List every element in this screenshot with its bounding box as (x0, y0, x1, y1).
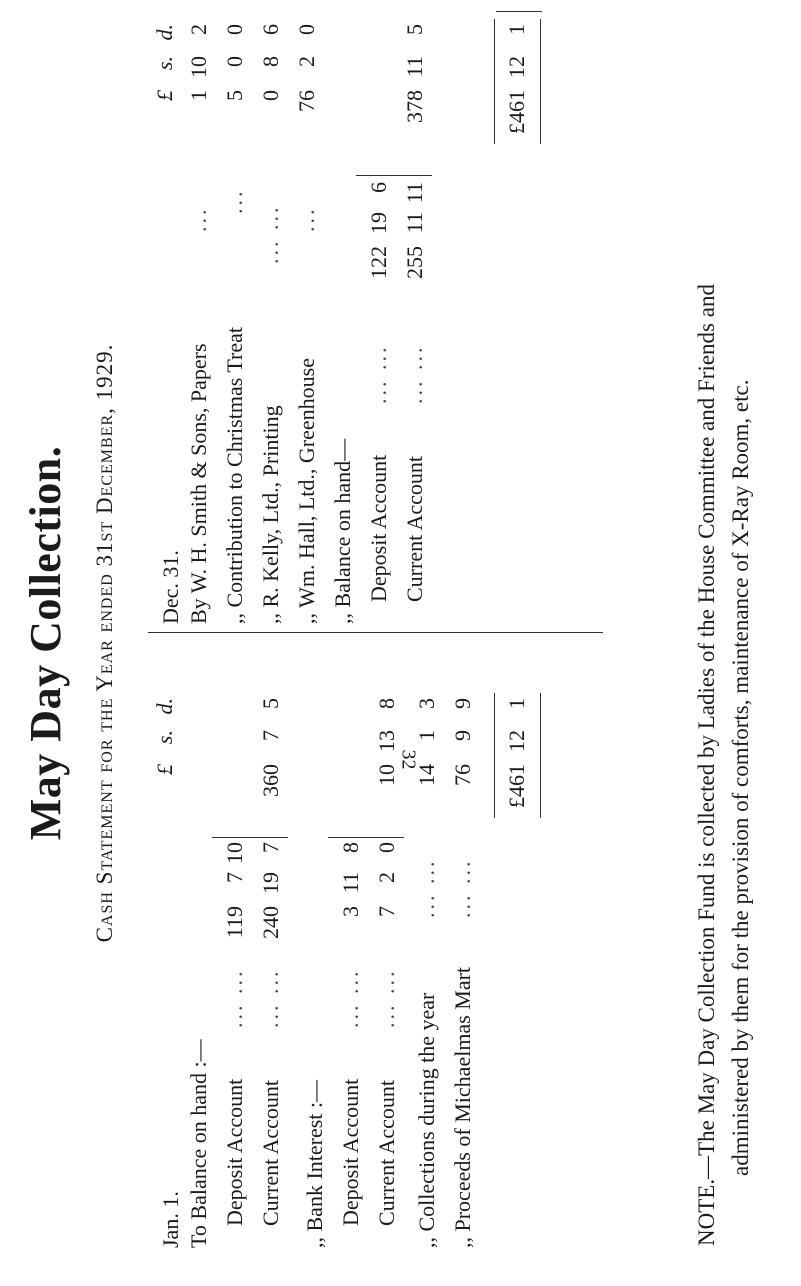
page-subtitle: Cash Statement for the Year ended 31st December, 1929. (92, 343, 117, 943)
total-rule (540, 19, 541, 144)
pounds-header: £ (152, 764, 177, 775)
total-rule (540, 693, 541, 818)
shillings-header: s. (152, 730, 177, 745)
pence-header: d. (152, 698, 177, 715)
page-title: May Day Collection. (21, 445, 70, 841)
total-bracket (496, 11, 542, 12)
total-rule (494, 19, 495, 144)
cash-statement (148, 0, 603, 1248)
subtotal-bracket (328, 837, 404, 838)
subtotal-bracket (356, 175, 432, 176)
receipts-side: £s.d. Jan. 1. To Balance on hand :— Deposit Account ... ... 119710 Current Account ... ... 240197 36075 ,, Bank Interest :— Deposit Account ... ... 3118 Current Account ... ... 720 10138 ,, Collections during the year ... ... 1413 ,, Proceeds of Michaelmas Mart ... ... 7699 £461121 (148, 624, 603, 1248)
total-rule (494, 693, 495, 818)
pence-header: d. (152, 24, 177, 41)
footnote-line-2: administered by them for the provision of comforts, maintenance of X-Ray Room, etc. (728, 379, 753, 1176)
page-number: 32 (397, 749, 420, 770)
footnote (690, 36, 758, 1246)
payments-side: £s.d. Dec. 31. By W. H. Smith & Sons, Papers ... 1102 ,, Contribution to Christmas Treat ... 500 ,, R. Kelly, Ltd., Printing ... ... 086 ,, Wm. Hall, Ltd., Greenhouse ... 7620 ,, Balance on hand— Deposit Account ... ... 122196 Current Account ... ... 2551111 378115 £461121 (148, 0, 603, 624)
shillings-header: s. (152, 56, 177, 71)
subtotal-bracket (212, 837, 288, 838)
footnote-line-1: NOTE.—The May Day Collection Fund is collected by Ladies of the House Committee and Friends and (694, 284, 719, 1246)
pounds-header: £ (152, 90, 177, 101)
